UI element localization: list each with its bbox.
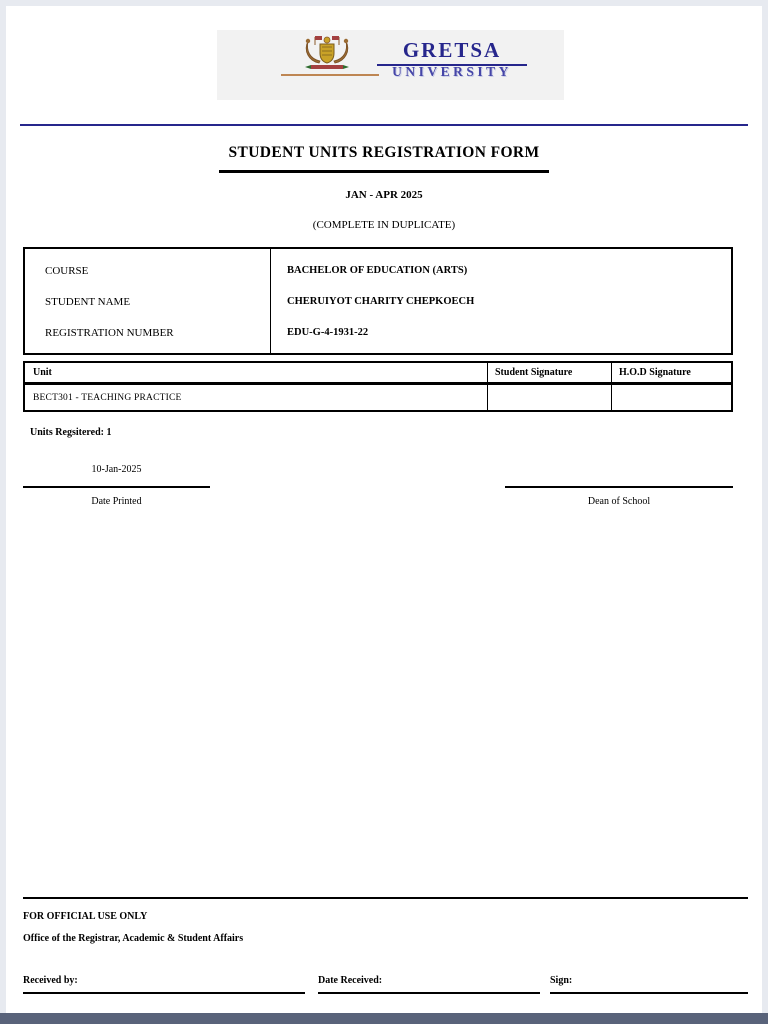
university-subname: UNIVERSITY [392,64,512,79]
date-received-line [318,992,540,994]
sign-label: Sign: [550,975,573,986]
university-logo [217,30,564,100]
official-use-heading: FOR OFFICIAL USE ONLY [23,911,148,922]
student-info-box [23,247,733,355]
form-title: STUDENT UNITS REGISTRATION FORM [228,144,540,161]
logo-tagline-rule [281,74,379,76]
duplicate-instruction: (COMPLETE IN DUPLICATE) [312,219,456,231]
received-by-label: Received by: [23,975,78,986]
units-table [23,361,733,412]
form-title-underline [219,170,549,173]
registrar-office-line: Office of the Registrar, Academic & Student Affairs [23,933,244,944]
student-signature-column-header: Student Signature [495,367,573,378]
footer-bar [0,1013,768,1024]
registration-number-label: REGISTRATION NUMBER [45,327,174,339]
university-crest-icon [275,35,379,73]
student-info-column-divider [270,249,271,353]
units-registered-count: Units Regsitered: 1 [30,427,112,438]
received-by-line [23,992,305,994]
student-name-label: STUDENT NAME [45,296,131,308]
header-divider-rule [20,124,748,126]
date-received-label: Date Received: [318,975,383,986]
official-section-divider [23,897,748,899]
term-period: JAN - APR 2025 [345,189,423,201]
student-name-value: CHERUIYOT CHARITY CHEPKOECH [287,296,475,307]
hod-signature-column-header: H.O.D Signature [619,367,691,378]
sign-line [550,992,748,994]
unit-column-header: Unit [33,367,52,378]
units-table-header-row [25,363,731,385]
registration-number-value: EDU-G-4-1931-22 [287,327,369,338]
unit-cell: BECT301 - TEACHING PRACTICE [33,393,182,403]
dean-signature-line [505,486,733,488]
date-printed-line [23,486,210,488]
course-label: COURSE [45,265,89,277]
date-printed-label: Date Printed [91,496,142,507]
date-printed-value: 10-Jan-2025 [91,464,142,475]
university-name: GRETSA [377,38,527,66]
dean-of-school-label: Dean of School [587,496,651,507]
course-value: BACHELOR OF EDUCATION (ARTS) [287,265,468,276]
table-row [25,388,731,410]
